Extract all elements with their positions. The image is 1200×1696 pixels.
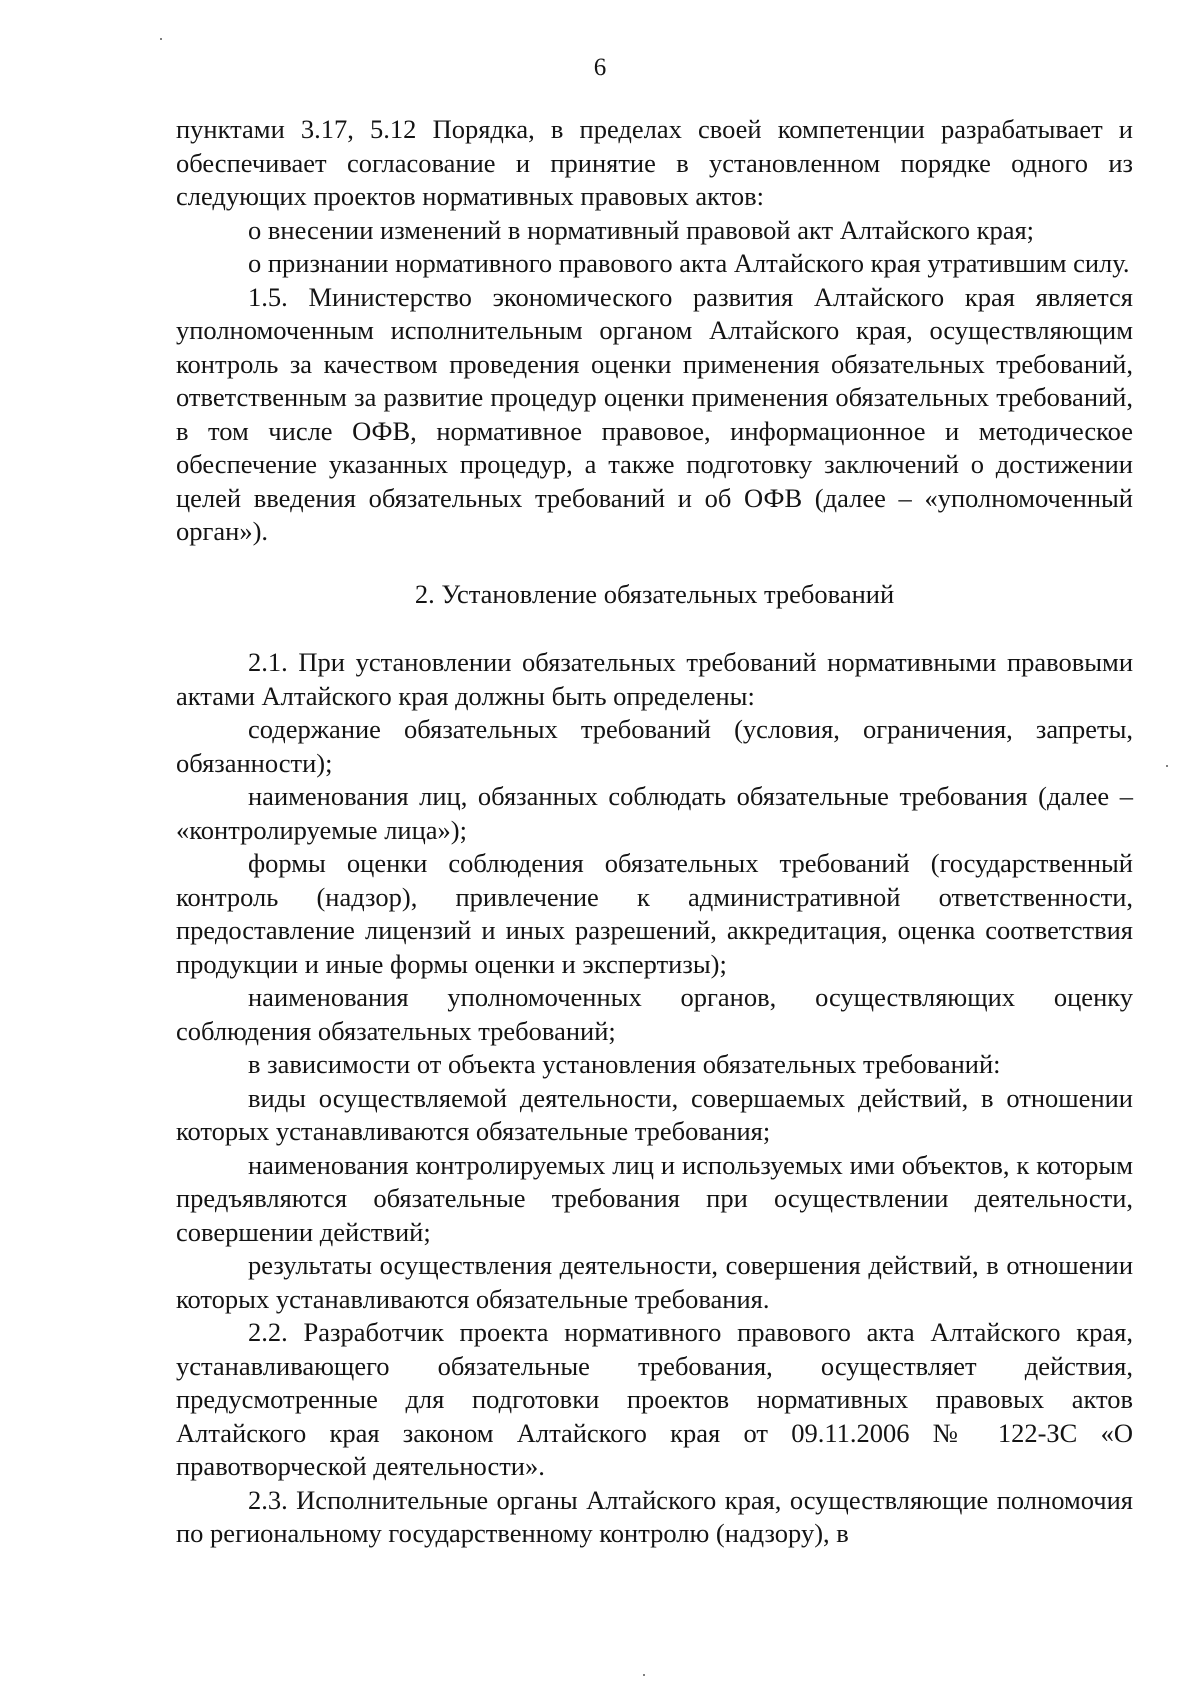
list-item-activity-types: виды осуществляемой деятельности, совершаемых действий, в отношении которых устанавливаются обязательные требования; [176,1082,1133,1146]
list-item-repeal-act: о признании нормативного правового акта Алтайского края утратившим силу. [248,248,1130,278]
scan-speck [160,38,162,40]
list-item-requirements-content: содержание обязательных требований (условия, ограничения, запреты, обязанности); [176,714,1133,778]
list-item-depending-on-object: в зависимости от объекта установления обязательных требований: [248,1049,1001,1079]
list-item-assessment-forms: формы оценки соблюдения обязательных требований (государственный контроль (надзор), привлечение к административной ответственности, предоставление лицензий и иных разрешений, аккредитация, оценка соответствия продукции и иные формы оценки и экспертизы); [176,848,1133,979]
list-item-obliged-persons: наименования лиц, обязанных соблюдать обязательные требования (далее – «контролируемые лица»); [176,781,1133,845]
list-item-controlled-objects: наименования контролируемых лиц и используемых ими объектов, к которым предъявляются обязательные требования при осуществлении деятельности, совершении действий; [176,1149,1133,1247]
list-item-authorized-bodies: наименования уполномоченных органов, осуществляющих оценку соблюдения обязательных требований; [176,982,1133,1046]
page-number: 6 [593,54,607,81]
paragraph-1-4-continuation: пунктами 3.17, 5.12 Порядка, в пределах своей компетенции разрабатывает и обеспечивает согласование и принятие в установленном порядке одного из следующих проектов нормативных правовых актов: [176,114,1133,211]
list-item-activity-results: результаты осуществления деятельности, совершения действий, в отношении которых устанавливаются обязательные требования. [176,1250,1133,1314]
section-2-heading: 2. Установление обязательных требований [414,578,895,609]
scan-speck [1166,765,1168,767]
document-body [176,113,1133,1551]
list-item-amend-act: о внесении изменений в нормативный правовой акт Алтайского края; [248,214,1035,245]
paragraph-2-2: 2.2. Разработчик проекта нормативного правового акта Алтайского края, устанавливающего обязательные требования, осуществляет действия, предусмотренные для подготовки проектов нормативных правовых актов Алтайского края законом Алтайского края от 09.11.2006 № 122-ЗС «О правотворческой деятельности». [176,1317,1133,1481]
scan-speck [643,1674,645,1676]
paragraph-1-5: 1.5. Министерство экономического развития Алтайского края является уполномоченным исполнительным органом Алтайского края, осуществляющим контроль за качеством проведения оценки применения обязательных требований, ответственным за развитие процедур оценки применения обязательных требований, в том числе ОФВ, нормативное правовое, информационное и методическое обеспечение указанных процедур, а также подготовку заключений о достижении целей введения обязательных требований и об ОФВ (далее – «уполномоченный орган»). [176,281,1133,546]
paragraph-2-3: 2.3. Исполнительные органы Алтайского края, осуществляющие полномочия по региональному государственному контролю (надзору), в [176,1484,1133,1548]
paragraph-2-1: 2.1. При установлении обязательных требований нормативными правовыми актами Алтайского края должны быть определены: [176,647,1133,711]
